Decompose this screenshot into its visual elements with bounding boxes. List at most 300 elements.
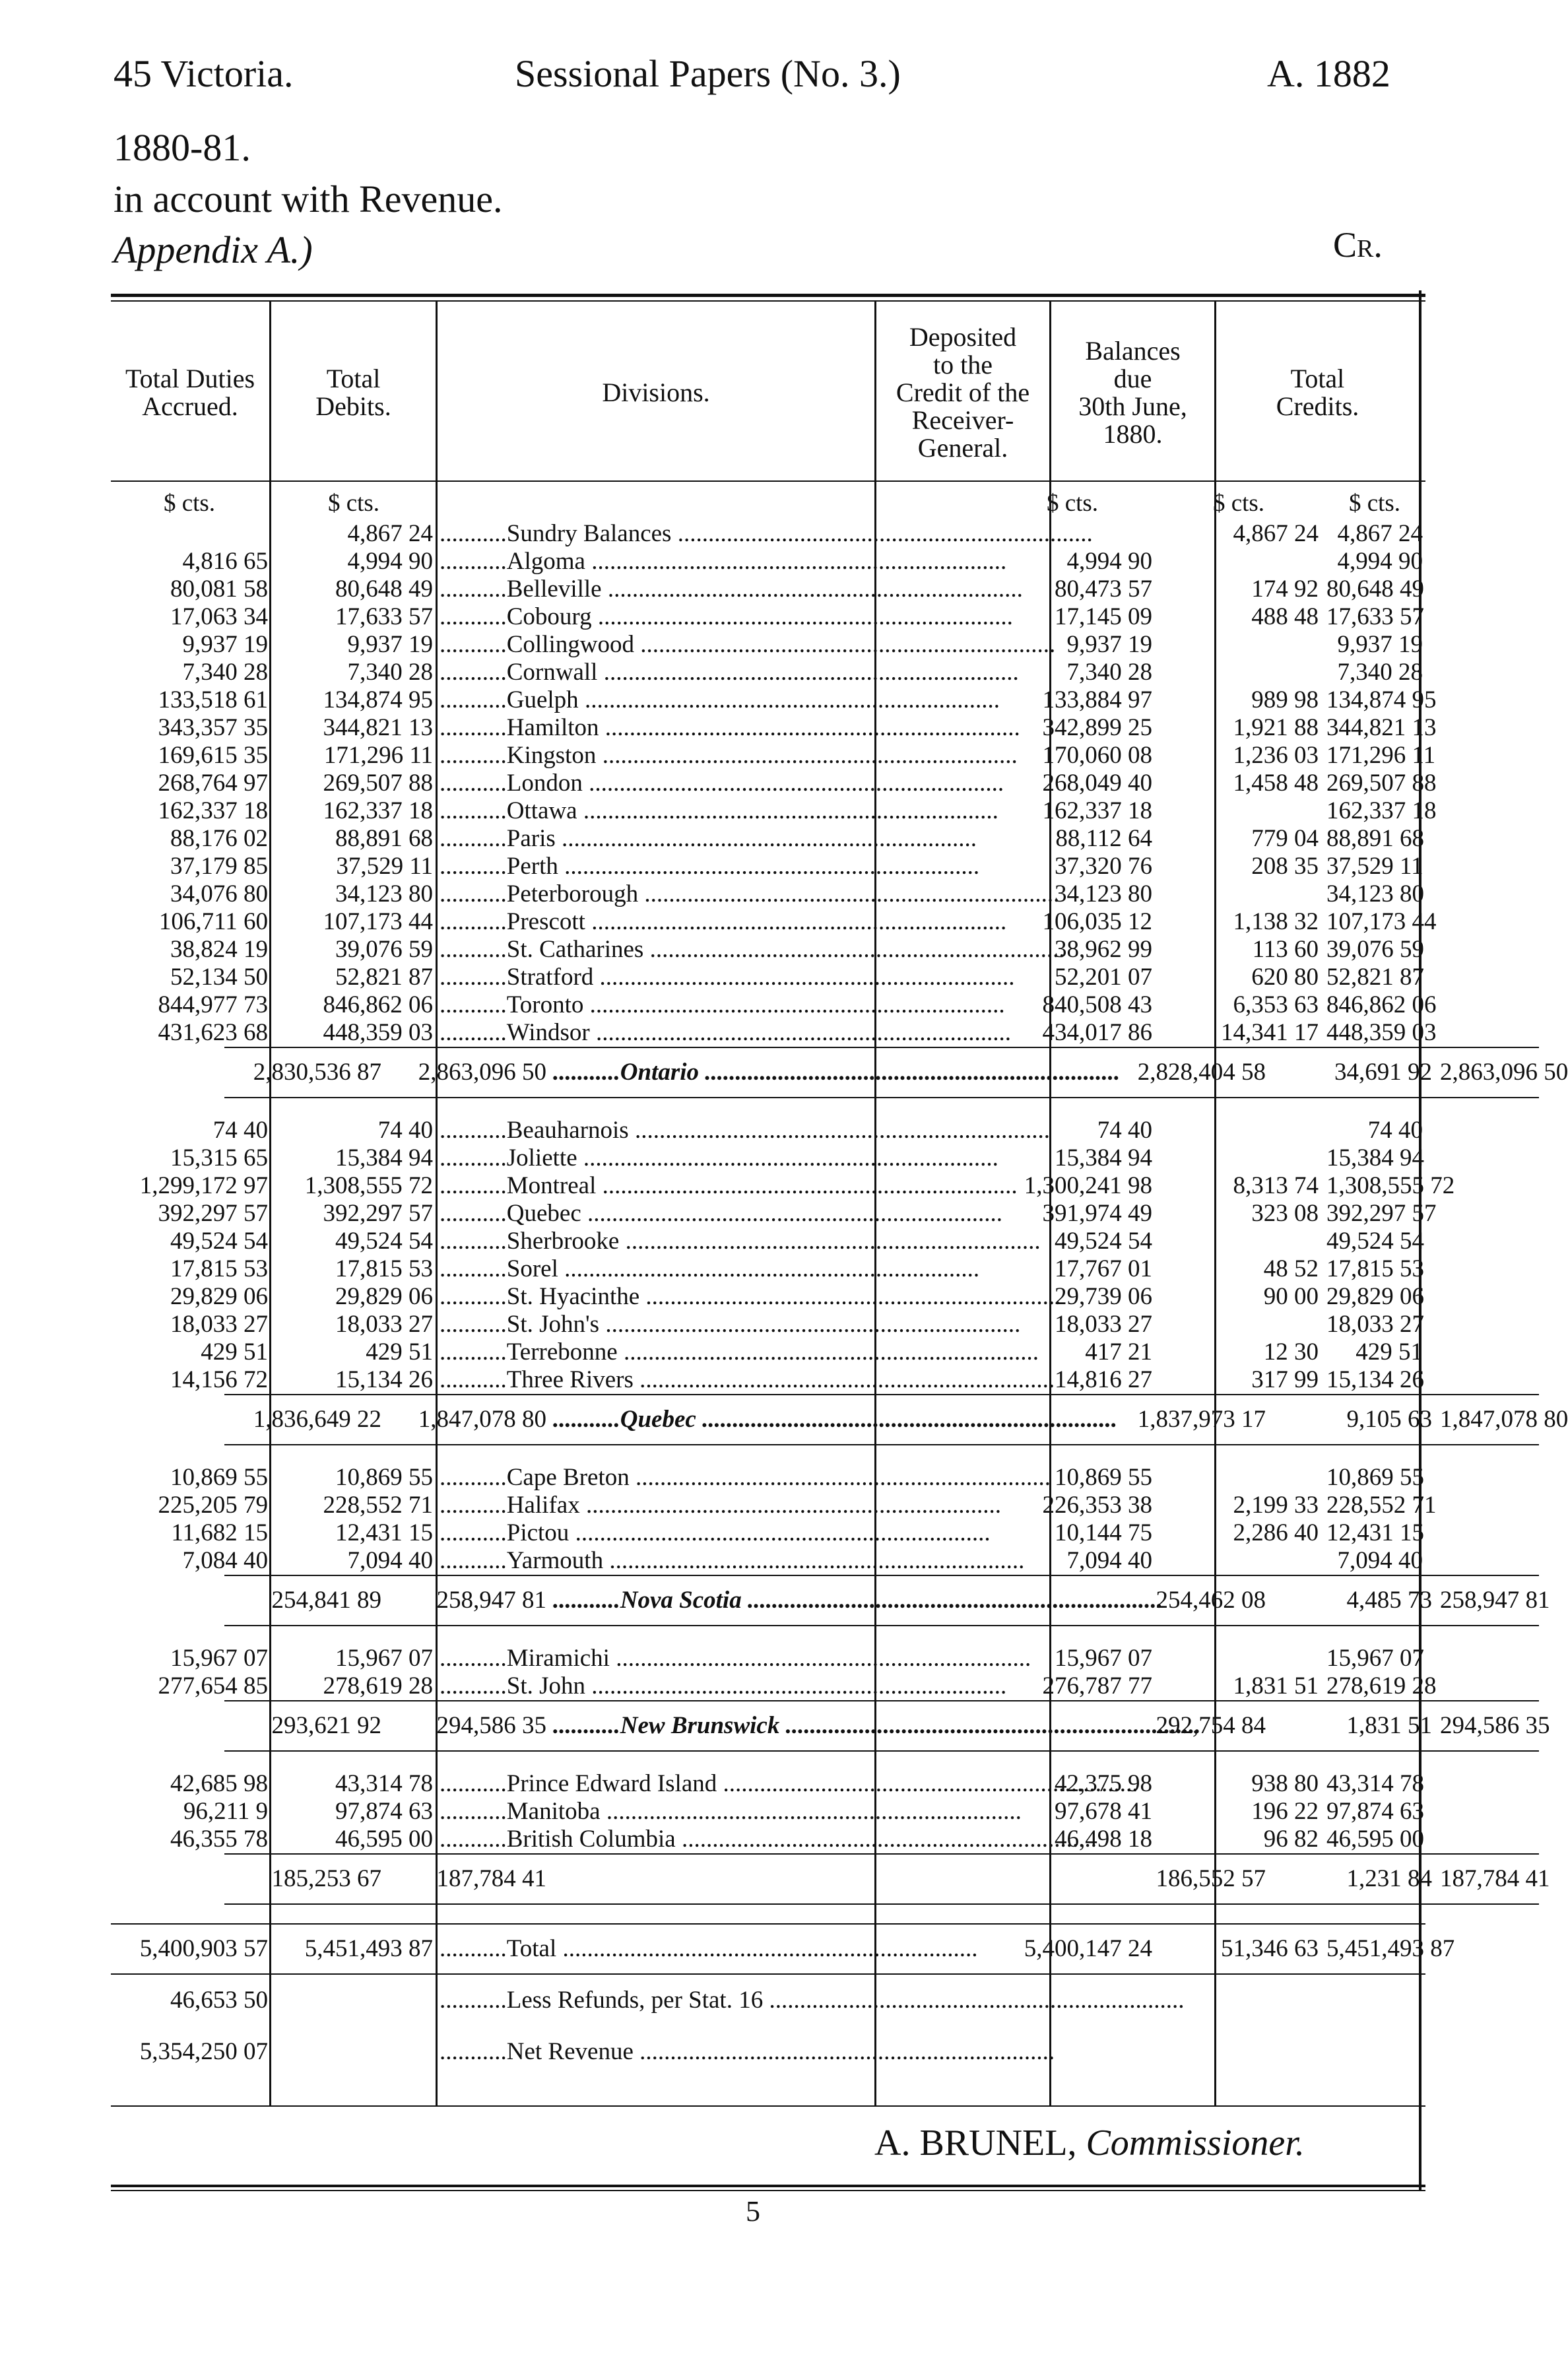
- debits-cell: 29,829 06: [335, 1283, 433, 1310]
- balance-cell: 96 82: [1263, 1826, 1319, 1853]
- subtotal-row: [224, 1700, 1550, 1752]
- credits-cell: 1,847,078 80: [1440, 1406, 1568, 1433]
- division-name: [440, 1172, 985, 1200]
- col-header-duties: Total Duties Accrued.: [125, 364, 255, 421]
- duties-cell: 29,829 06: [170, 1283, 268, 1310]
- duties-cell: 46,653 50: [170, 1987, 268, 2014]
- deposited-cell: 9,937 19: [1066, 631, 1152, 658]
- debits-cell: 97,874 63: [335, 1798, 433, 1825]
- division-label: ..... Sorel .....: [440, 1255, 979, 1282]
- signature: [874, 2122, 1305, 2164]
- row-separator: [224, 1700, 1539, 1701]
- table-row: [111, 1200, 1437, 1228]
- balance-cell: 938 80: [1251, 1770, 1319, 1797]
- unit-label: $ cts.: [1212, 490, 1265, 517]
- table-row: [111, 991, 1437, 1019]
- credits-cell: 10,869 55: [1326, 1464, 1424, 1491]
- division-label: ..... Cobourg .....: [440, 603, 1013, 630]
- deposited-cell: 37,320 76: [1055, 853, 1152, 880]
- table-row: [111, 1255, 1425, 1283]
- balance-cell: 4,485 73: [1346, 1587, 1432, 1614]
- division-label: ..... Yarmouth .....: [440, 1547, 1024, 1574]
- division-name: [440, 603, 985, 631]
- duties-cell: 106,711 60: [158, 908, 268, 935]
- revenue-table: [111, 490, 1568, 2078]
- duties-cell: 18,033 27: [170, 1311, 268, 1338]
- division-label: ..... Ontario .....: [553, 1059, 1120, 1086]
- division-name: [440, 1283, 985, 1311]
- debits-cell: 9,937 19: [347, 631, 433, 658]
- division-name: [440, 520, 985, 548]
- credits-cell: 187,784 41: [1440, 1865, 1550, 1892]
- division-name: [440, 659, 985, 686]
- balance-cell: 1,831 51: [1346, 1712, 1432, 1739]
- debits-cell: 1,308,555 72: [304, 1172, 433, 1199]
- credits-cell: 1,308,555 72: [1326, 1172, 1455, 1199]
- division-name: [440, 853, 985, 880]
- credits-cell: 278,619 28: [1326, 1672, 1437, 1700]
- table-row: [111, 520, 1425, 548]
- debits-cell: 1,847,078 80: [418, 1406, 546, 1433]
- division-label: ..... Quebec .....: [440, 1200, 1002, 1227]
- debits-cell: 107,173 44: [323, 908, 433, 935]
- balance-cell: 196 22: [1251, 1798, 1319, 1825]
- table-row: [111, 936, 1425, 964]
- debits-cell: 49,524 54: [335, 1228, 433, 1255]
- credits-cell: 228,552 71: [1326, 1492, 1437, 1519]
- division-label: ..... Guelph .....: [440, 686, 1000, 713]
- division-label: ..... British Columbia .....: [440, 1826, 1097, 1853]
- deposited-cell: 170,060 08: [1042, 742, 1152, 769]
- debits-cell: 15,967 07: [335, 1645, 433, 1672]
- division-label: ..... Perth .....: [440, 853, 979, 880]
- table-row: [111, 770, 1437, 797]
- balance-cell: 1,458 48: [1233, 770, 1319, 797]
- row-gap: [111, 1752, 1425, 1770]
- debits-cell: 5,451,493 87: [304, 1935, 433, 1962]
- credits-cell: 49,524 54: [1326, 1228, 1424, 1255]
- division-name: [440, 742, 985, 770]
- debits-cell: 392,297 57: [323, 1200, 433, 1227]
- table-row: [111, 1311, 1425, 1338]
- debits-cell: 43,314 78: [335, 1770, 433, 1797]
- division-label: ..... Joliette .....: [440, 1144, 998, 1172]
- deposited-cell: 342,899 25: [1042, 714, 1152, 741]
- credits-cell: 15,967 07: [1326, 1645, 1424, 1672]
- duties-cell: 15,967 07: [170, 1645, 268, 1672]
- net-revenue-row: [111, 2026, 1425, 2078]
- duties-cell: 185,253 67: [271, 1865, 381, 1892]
- table-row: [111, 1519, 1425, 1547]
- balance-cell: 1,831 51: [1233, 1672, 1319, 1700]
- deposited-cell: 80,473 57: [1055, 576, 1152, 603]
- balance-cell: 1,236 03: [1233, 742, 1319, 769]
- division-name: [440, 686, 985, 714]
- table-row: [111, 1464, 1425, 1492]
- debits-cell: 34,123 80: [335, 880, 433, 908]
- debits-cell: 344,821 13: [323, 714, 433, 741]
- deposited-cell: 52,201 07: [1055, 964, 1152, 991]
- division-label: ..... Prince Edward Island .....: [440, 1770, 1138, 1797]
- division-name: [440, 1975, 985, 2026]
- credit-marker: Cr.: [1333, 225, 1383, 265]
- balance-cell: 12 30: [1263, 1338, 1319, 1366]
- duties-cell: 17,815 53: [170, 1255, 268, 1282]
- table-row: [111, 659, 1425, 686]
- bottom-rule-thin: [111, 2190, 1425, 2191]
- table-row: [111, 1826, 1425, 1853]
- deposited-cell: 49,524 54: [1055, 1228, 1152, 1255]
- balance-cell: 1,231 84: [1346, 1865, 1432, 1892]
- division-name: [440, 1645, 985, 1672]
- units-row: [111, 490, 1425, 520]
- division-label: ..... Kingston .....: [440, 742, 1018, 769]
- deposited-cell: 106,035 12: [1042, 908, 1152, 935]
- table-row: [111, 1172, 1455, 1200]
- balance-cell: 51,346 63: [1221, 1935, 1319, 1962]
- table-bottom-rule: [111, 2105, 1425, 2107]
- row-separator: [224, 1853, 1539, 1855]
- debits-cell: 88,891 68: [335, 825, 433, 852]
- debits-cell: 15,384 94: [335, 1144, 433, 1172]
- division-label: ..... Sherbrooke .....: [440, 1228, 1041, 1255]
- table-row: [111, 1366, 1425, 1394]
- deposited-cell: 14,816 27: [1055, 1366, 1152, 1393]
- credits-cell: 97,874 63: [1326, 1798, 1424, 1825]
- row-gap: [111, 1098, 1425, 1117]
- bottom-rule: [111, 2185, 1425, 2187]
- balance-cell: 2,286 40: [1233, 1519, 1319, 1546]
- duties-cell: 80,081 58: [170, 576, 268, 603]
- duties-cell: 254,841 89: [271, 1587, 381, 1614]
- duties-cell: 5,400,903 57: [139, 1935, 268, 1962]
- deposited-cell: 7,094 40: [1066, 1547, 1152, 1574]
- debits-cell: 15,134 26: [335, 1366, 433, 1393]
- row-separator: [224, 1047, 1539, 1048]
- division-label: ..... St. Hyacinthe .....: [440, 1283, 1061, 1310]
- table-row: [111, 1645, 1425, 1672]
- col-header-balances: Balances due 30th June, 1880.: [1078, 336, 1187, 449]
- header-years: 1880-81.: [114, 126, 251, 169]
- deposited-cell: 46,498 18: [1055, 1826, 1152, 1853]
- balance-cell: 174 92: [1251, 576, 1319, 603]
- duties-cell: 11,682 15: [171, 1519, 268, 1546]
- credits-cell: 429 51: [1356, 1338, 1423, 1366]
- division-name: [440, 908, 985, 936]
- deposited-cell: 34,123 80: [1055, 880, 1152, 908]
- deposited-cell: 42,375 98: [1055, 1770, 1152, 1797]
- table-row: [111, 797, 1437, 825]
- duties-cell: 88,176 02: [170, 825, 268, 852]
- table-row: [111, 742, 1436, 770]
- division-label: ..... Cape Breton .....: [440, 1464, 1051, 1491]
- division-label: ..... Terrebonne .....: [440, 1338, 1039, 1366]
- duties-cell: 17,063 34: [170, 603, 268, 630]
- header-right: A. 1882: [1267, 52, 1390, 95]
- debits-cell: 7,094 40: [347, 1547, 433, 1574]
- division-name: [440, 1770, 985, 1798]
- table-row: [111, 1228, 1425, 1255]
- col-header-deposited: Deposited to the Credit of the Receiver- General.: [896, 322, 1030, 463]
- header-center: Sessional Papers (No. 3.): [515, 52, 901, 95]
- debits-cell: 2,863,096 50: [418, 1059, 546, 1086]
- deposited-cell: 15,967 07: [1055, 1645, 1152, 1672]
- balance-cell: 6,353 63: [1233, 991, 1319, 1018]
- division-name: [440, 1338, 985, 1366]
- deposited-cell: 254,462 08: [1156, 1587, 1266, 1614]
- deposited-cell: 15,384 94: [1055, 1144, 1152, 1172]
- division-name: [440, 1547, 985, 1575]
- credits-cell: 4,867 24: [1337, 520, 1423, 547]
- credits-cell: 37,529 11: [1326, 853, 1423, 880]
- division-name: [440, 548, 985, 576]
- subtotal-row: [224, 1853, 1550, 1905]
- division-label: ..... St. John's .....: [440, 1311, 1020, 1338]
- deposited-cell: 10,144 75: [1055, 1519, 1152, 1546]
- credits-cell: 7,094 40: [1337, 1547, 1423, 1574]
- debits-cell: 269,507 88: [323, 770, 433, 797]
- deposited-cell: 162,337 18: [1042, 797, 1152, 824]
- balance-cell: 48 52: [1263, 1255, 1319, 1282]
- deposited-cell: 276,787 77: [1042, 1672, 1152, 1700]
- deposited-cell: 88,112 64: [1055, 825, 1152, 852]
- credits-cell: 29,829 06: [1326, 1283, 1424, 1310]
- credits-cell: 269,507 88: [1326, 770, 1437, 797]
- debits-cell: 429 51: [366, 1338, 433, 1366]
- duties-cell: 9,937 19: [182, 631, 268, 658]
- subtotal-row: [224, 1394, 1568, 1445]
- duties-cell: 133,518 61: [158, 686, 268, 713]
- duties-cell: 42,685 98: [170, 1770, 268, 1797]
- division-name: [440, 1366, 985, 1394]
- deposited-cell: 292,754 84: [1156, 1712, 1266, 1739]
- subtotal-row: [224, 1575, 1550, 1626]
- division-label: ..... Montreal .....: [440, 1172, 1018, 1199]
- division-name: [440, 1923, 985, 1975]
- credits-cell: 171,296 11: [1326, 742, 1436, 769]
- table-row: [111, 576, 1425, 603]
- division-label: ..... Paris .....: [440, 825, 977, 852]
- table-row: [111, 1798, 1425, 1826]
- duties-cell: 7,084 40: [182, 1547, 268, 1574]
- debits-cell: 18,033 27: [335, 1311, 433, 1338]
- credits-cell: 5,451,493 87: [1326, 1935, 1455, 1962]
- division-label: ..... Windsor .....: [440, 1019, 1011, 1046]
- duties-cell: 15,315 65: [170, 1144, 268, 1172]
- debits-cell: 846,862 06: [323, 991, 433, 1018]
- deposited-cell: 5,400,147 24: [1024, 1935, 1152, 1962]
- division-label: ..... Net Revenue .....: [440, 2038, 1055, 2065]
- credits-cell: 52,821 87: [1326, 964, 1424, 991]
- duties-cell: 429 51: [201, 1338, 268, 1366]
- deposited-cell: 10,869 55: [1055, 1464, 1152, 1491]
- credits-cell: 294,586 35: [1440, 1712, 1550, 1739]
- duties-cell: 169,615 35: [158, 742, 268, 769]
- duties-cell: 277,654 85: [158, 1672, 268, 1700]
- division-label: ..... Manitoba .....: [440, 1798, 1022, 1825]
- duties-cell: 225,205 79: [158, 1492, 268, 1519]
- debits-cell: 278,619 28: [323, 1672, 433, 1700]
- division-label: ..... Prescott .....: [440, 908, 1006, 935]
- division-name: [440, 2026, 985, 2078]
- division-name: [440, 1311, 985, 1338]
- division-label: ..... Three Rivers .....: [440, 1366, 1055, 1393]
- table-row: [111, 853, 1425, 880]
- table-row: [111, 1117, 1425, 1144]
- table-row: [111, 714, 1437, 742]
- division-label: ..... Toronto .....: [440, 991, 1005, 1018]
- credits-cell: 39,076 59: [1326, 936, 1424, 963]
- credits-cell: 7,340 28: [1337, 659, 1423, 686]
- debits-cell: 46,595 00: [335, 1826, 433, 1853]
- deposited-cell: 1,300,241 98: [1024, 1172, 1152, 1199]
- credits-cell: 43,314 78: [1326, 1770, 1424, 1797]
- balance-cell: 620 80: [1251, 964, 1319, 991]
- duties-cell: 162,337 18: [158, 797, 268, 824]
- division-name: [440, 880, 985, 908]
- table-row: [111, 1283, 1425, 1311]
- division-name: [553, 1700, 1098, 1752]
- balance-cell: 989 98: [1251, 686, 1319, 713]
- division-label: ..... Ottawa .....: [440, 797, 998, 824]
- division-name: [440, 991, 985, 1019]
- deposited-cell: 7,340 28: [1066, 659, 1152, 686]
- debits-cell: 4,867 24: [347, 520, 433, 547]
- duties-cell: 1,299,172 97: [139, 1172, 268, 1199]
- credits-cell: 80,648 49: [1326, 576, 1424, 603]
- credits-cell: 34,123 80: [1326, 880, 1424, 908]
- debits-cell: 294,586 35: [436, 1712, 546, 1739]
- table-row: [111, 686, 1437, 714]
- debits-cell: 4,994 90: [347, 548, 433, 575]
- deposited-cell: 840,508 43: [1042, 991, 1152, 1018]
- row-gap: [111, 1445, 1425, 1464]
- debits-cell: 74 40: [377, 1117, 433, 1144]
- unit-label: $ cts.: [1046, 490, 1099, 517]
- table-row: [111, 825, 1425, 853]
- signature-name: A. BRUNEL,: [874, 2123, 1077, 2163]
- subtotal-row: [224, 1047, 1568, 1098]
- balance-cell: 4,867 24: [1233, 520, 1319, 547]
- debits-cell: 12,431 15: [335, 1519, 433, 1546]
- duties-cell: 74 40: [212, 1117, 268, 1144]
- debits-cell: 258,947 81: [436, 1587, 546, 1614]
- table-row: [111, 1492, 1437, 1519]
- duties-cell: 5,354,250 07: [139, 2038, 268, 2065]
- division-label: ..... Sundry Balances .....: [440, 520, 1093, 547]
- row-separator: [224, 1575, 1539, 1576]
- balance-cell: 208 35: [1251, 853, 1319, 880]
- table-row: [111, 908, 1437, 936]
- credits-cell: 18,033 27: [1326, 1311, 1424, 1338]
- deposited-cell: 4,994 90: [1066, 548, 1152, 575]
- balance-cell: 2,199 33: [1233, 1492, 1319, 1519]
- debits-cell: 448,359 03: [323, 1019, 433, 1046]
- table-row: [111, 880, 1425, 908]
- division-label: ..... Pictou .....: [440, 1519, 991, 1546]
- division-label: ..... Belleville .....: [440, 576, 1023, 603]
- debits-cell: 187,784 41: [436, 1865, 546, 1892]
- debits-cell: 39,076 59: [335, 936, 433, 963]
- debits-cell: 17,633 57: [335, 603, 433, 630]
- balance-cell: 8,313 74: [1233, 1172, 1319, 1199]
- duties-cell: 34,076 80: [170, 880, 268, 908]
- division-label: ..... Stratford .....: [440, 964, 1015, 991]
- header-appendix: Appendix A.): [114, 228, 313, 271]
- balance-cell: 1,921 88: [1233, 714, 1319, 741]
- credits-cell: 17,633 57: [1326, 603, 1424, 630]
- table-row: [111, 548, 1425, 576]
- division-name: [553, 1394, 1098, 1445]
- top-rule-thin: [111, 300, 1425, 302]
- debits-cell: 162,337 18: [323, 797, 433, 824]
- table-row: [111, 1672, 1437, 1700]
- balance-cell: 90 00: [1263, 1283, 1319, 1310]
- duties-cell: 343,357 35: [158, 714, 268, 741]
- credits-cell: 162,337 18: [1326, 797, 1437, 824]
- credits-cell: 15,384 94: [1326, 1144, 1424, 1172]
- header-left: 45 Victoria.: [114, 52, 294, 95]
- division-label: ..... Nova Scotia .....: [553, 1587, 1163, 1614]
- credits-cell: 846,862 06: [1326, 991, 1437, 1018]
- credits-cell: 134,874 95: [1326, 686, 1437, 713]
- balance-cell: 14,341 17: [1221, 1019, 1319, 1046]
- duties-cell: 392,297 57: [158, 1200, 268, 1227]
- col-header-divisions: Divisions.: [602, 378, 710, 407]
- col-header-debits: Total Debits.: [315, 364, 391, 421]
- col-header-credits: Total Credits.: [1276, 364, 1359, 421]
- debits-cell: 10,869 55: [335, 1464, 433, 1491]
- duties-cell: 4,816 65: [182, 548, 268, 575]
- deposited-cell: 133,884 97: [1042, 686, 1152, 713]
- duties-cell: 844,977 73: [158, 991, 268, 1018]
- deposited-cell: 29,739 06: [1055, 1283, 1152, 1310]
- balance-cell: 488 48: [1251, 603, 1319, 630]
- deposited-cell: 17,767 01: [1055, 1255, 1152, 1282]
- deposited-cell: 17,145 09: [1055, 603, 1152, 630]
- division-name: [440, 964, 985, 991]
- duties-cell: 52,134 50: [170, 964, 268, 991]
- division-label: ..... Hamilton .....: [440, 714, 1020, 741]
- table-row: [111, 603, 1425, 631]
- division-label: ..... Collingwood .....: [440, 631, 1055, 658]
- top-rule: [111, 294, 1425, 297]
- balance-cell: 779 04: [1251, 825, 1319, 852]
- credits-cell: 107,173 44: [1326, 908, 1437, 935]
- division-name: [440, 1019, 985, 1047]
- division-label: ..... Peterborough .....: [440, 880, 1059, 908]
- duties-cell: 268,764 97: [158, 770, 268, 797]
- division-label: ..... Less Refunds, per Stat. 16 .....: [440, 1987, 1184, 2014]
- division-name: [440, 714, 985, 742]
- duties-cell: 10,869 55: [170, 1464, 268, 1491]
- credits-cell: 12,431 15: [1326, 1519, 1424, 1546]
- table-row: [111, 1547, 1425, 1575]
- duties-cell: 46,355 78: [170, 1826, 268, 1853]
- table-row: [111, 1019, 1437, 1047]
- header-bottom-rule: [111, 480, 1425, 482]
- credits-cell: 15,134 26: [1326, 1366, 1424, 1393]
- duties-cell: 49,524 54: [170, 1228, 268, 1255]
- debits-cell: 171,296 11: [323, 742, 433, 769]
- duties-cell: 431,623 68: [158, 1019, 268, 1046]
- deposited-cell: 268,049 40: [1042, 770, 1152, 797]
- balance-cell: 317 99: [1251, 1366, 1319, 1393]
- division-label: ..... Halifax .....: [440, 1492, 1001, 1519]
- unit-label: $ cts.: [327, 490, 380, 517]
- balance-cell: 113 60: [1252, 936, 1319, 963]
- division-name: [440, 825, 985, 853]
